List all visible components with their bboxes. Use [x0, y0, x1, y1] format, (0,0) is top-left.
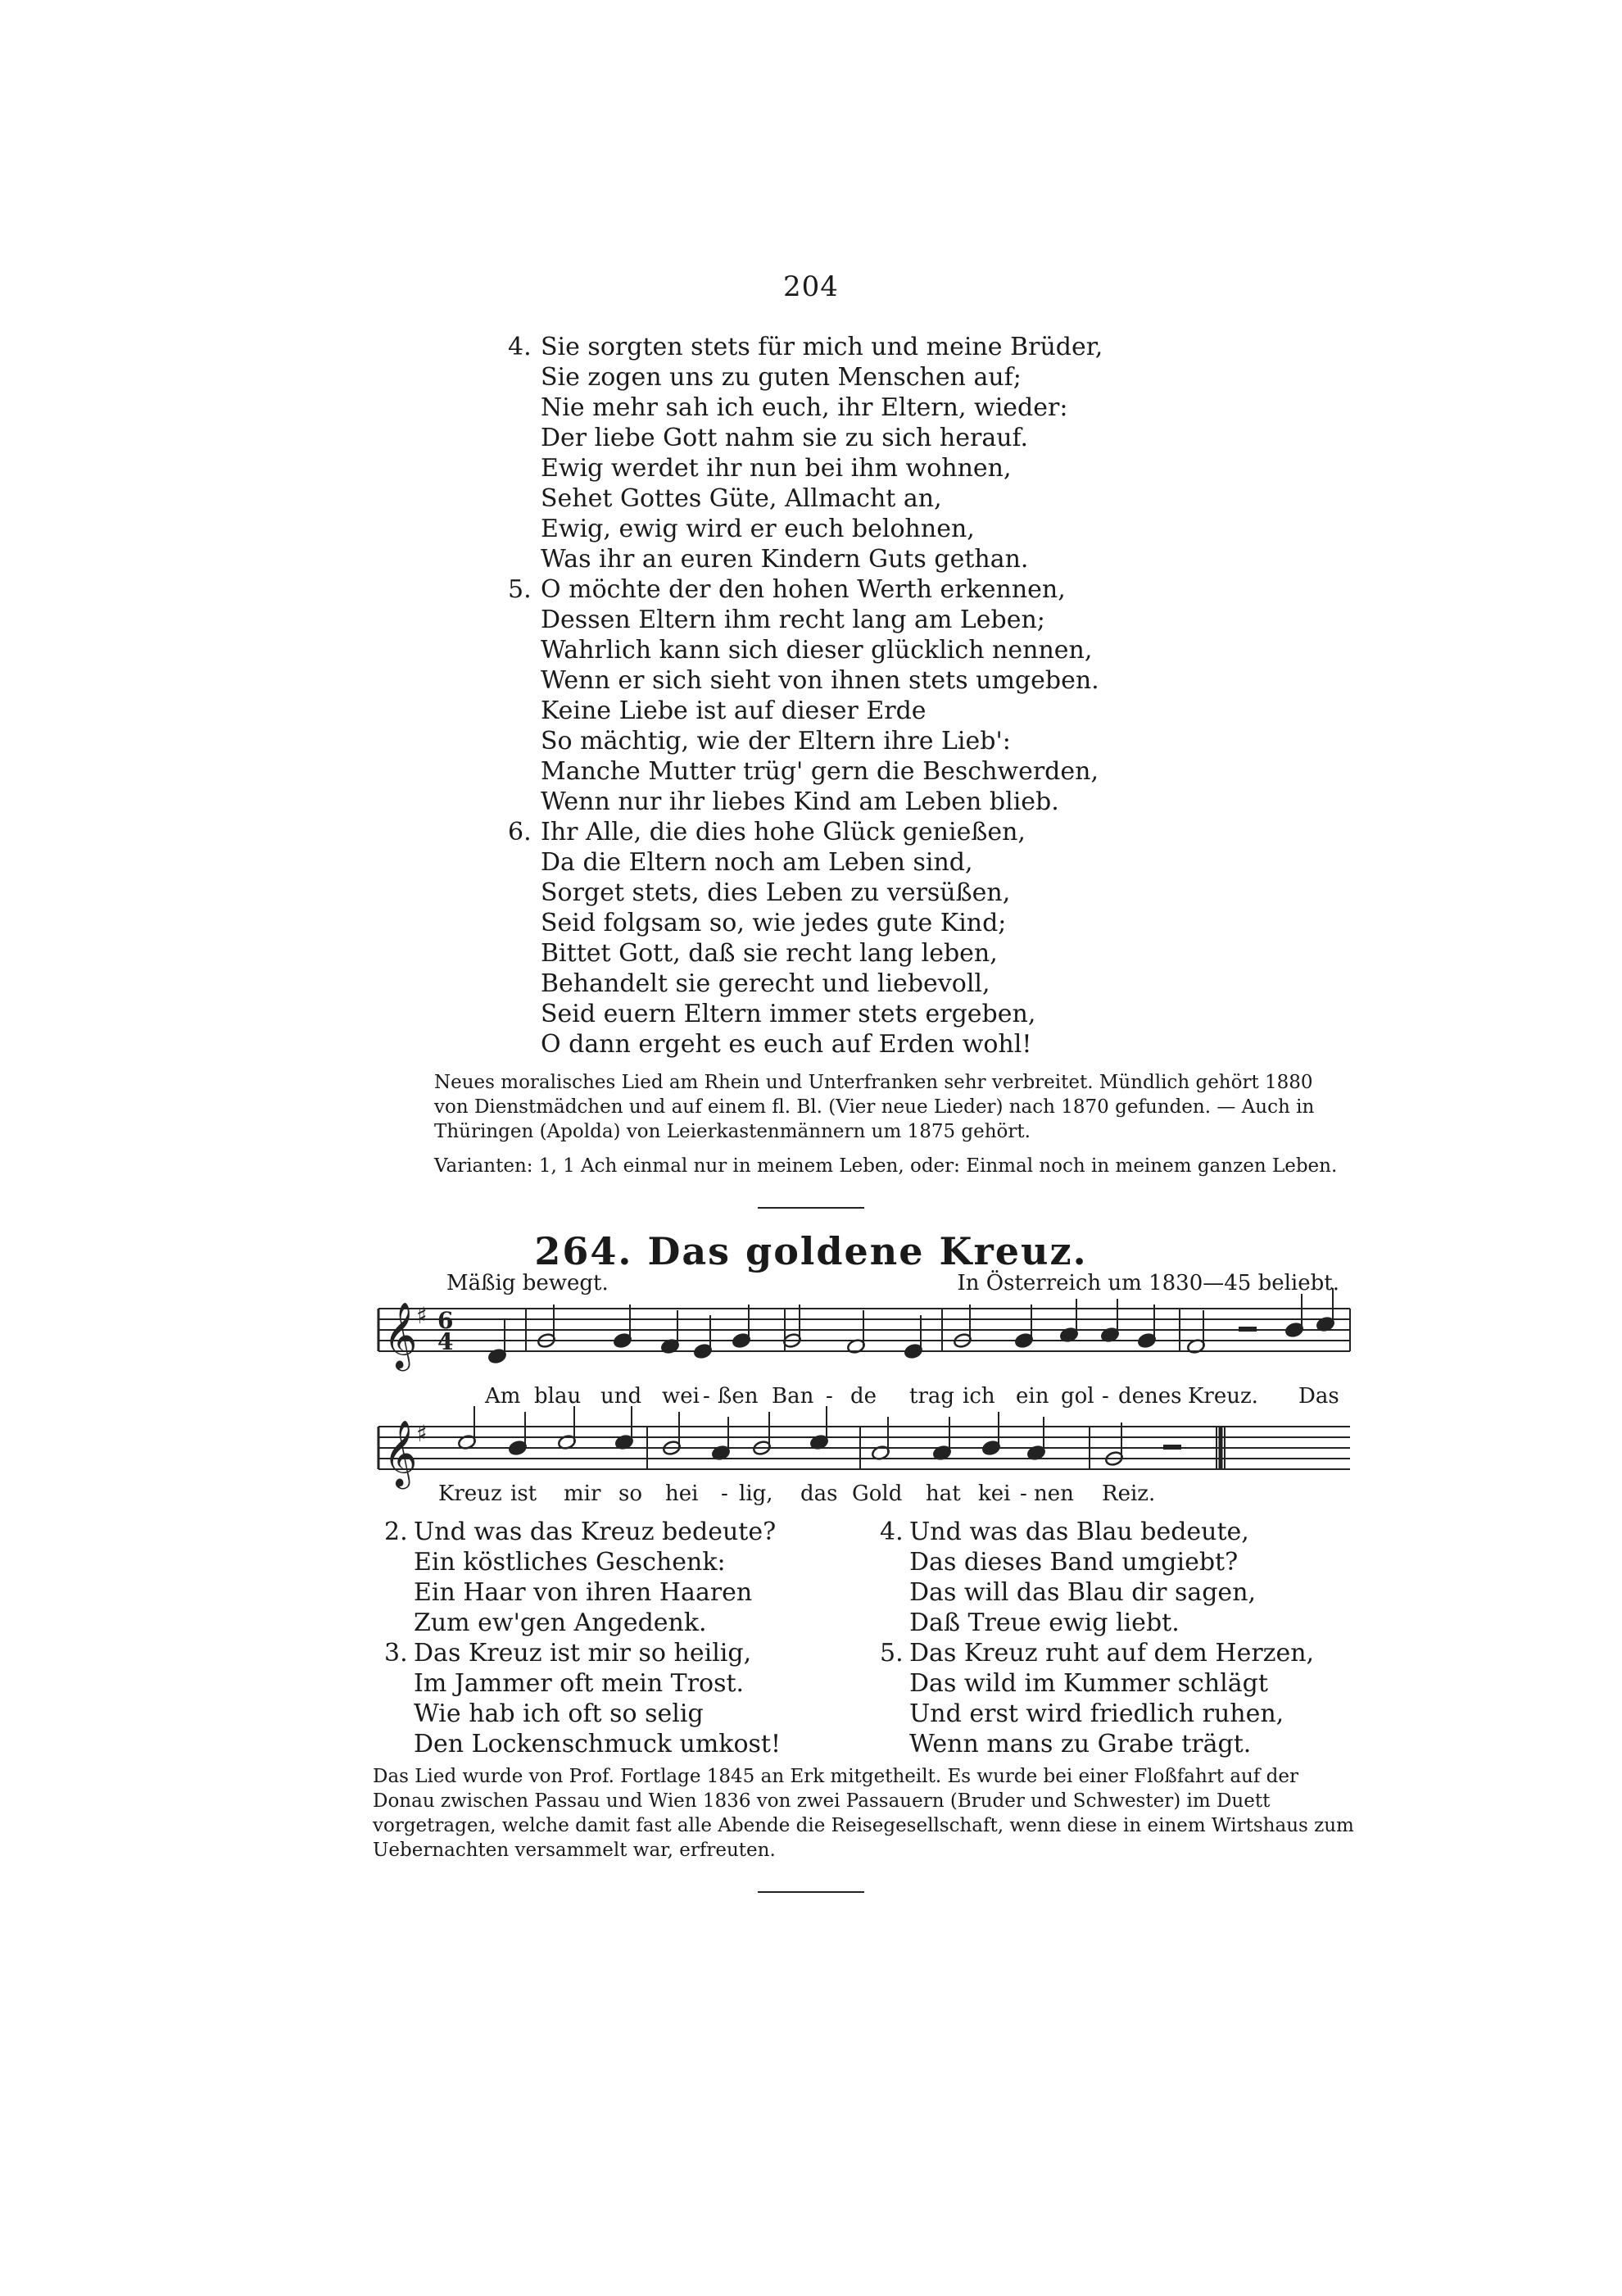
lyric-syllable: -	[721, 1482, 728, 1506]
lyric-syllable: hat	[926, 1482, 961, 1506]
verse-text: Der liebe Gott nahm sie zu sich herauf.	[541, 424, 1029, 452]
verse-text: Seid folgsam so, wie jedes gute Kind;	[541, 909, 1007, 937]
verse-text: Wenn nur ihr liebes Kind am Leben blieb.	[541, 787, 1059, 816]
verse-text: Das dieses Band umgiebt?	[909, 1548, 1239, 1577]
lyric-syllable: das	[800, 1482, 838, 1506]
lyric-syllable: Das	[1298, 1384, 1339, 1409]
verse-text: Ewig werdet ihr nun bei ihm wohnen,	[541, 454, 1012, 483]
lyric-syllable: Reiz.	[1102, 1482, 1156, 1506]
verse-text: Seid euern Eltern immer stets ergeben,	[541, 1000, 1036, 1028]
lyric-syllable: Kreuz.	[1188, 1384, 1258, 1409]
lyric-syllable: -	[826, 1384, 833, 1409]
verses-right	[880, 1517, 1368, 1759]
verse-line	[880, 1638, 1368, 1668]
verse-text: Ein köstliches Geschenk:	[414, 1548, 726, 1577]
lyric-syllable: -	[1102, 1384, 1109, 1409]
verse-text: Daß Treue ewig liebt.	[909, 1609, 1180, 1637]
lyric-syllable: ein	[1016, 1384, 1049, 1409]
note-variants: Varianten: 1, 1 Ach einmal nur in meinem Leben, oder: Einmal noch in meinem ganzen Leben.	[434, 1155, 1338, 1177]
lyric-syllable: Ban	[772, 1384, 814, 1409]
verse-number: 4.	[880, 1518, 904, 1546]
verse-line	[909, 1699, 1368, 1729]
note-transmission: Das Lied wurde von Prof. Fortlage 1845 an Erk mitgetheilt. Es wurde bei einer Floßfahrt auf der Donau zwischen Passau und Wien 1836 von zwei Passauern (Bruder und Schwester) im Duett vorgetragen, welche damit fast alle Abende die Reisegesellschaft, wenn diese in einem Wirtshaus zum Uebernachten versammelt war, erfreuten.	[373, 1766, 1354, 1861]
treble-clef: 𝄞	[383, 1419, 418, 1486]
verse-text: Das wild im Kummer schlägt	[909, 1669, 1268, 1698]
lyric-syllable: mir	[564, 1482, 601, 1506]
song-title: 264. Das goldene Kreuz.	[534, 1229, 1088, 1273]
verse-line	[909, 1577, 1368, 1608]
verses-left	[384, 1517, 872, 1759]
verse-text: Wie hab ich oft so selig	[414, 1699, 704, 1728]
verse-text: Wenn er sich sieht von ihnen stets umgeben.	[541, 666, 1099, 695]
verse-text: Wenn mans zu Grabe trägt.	[909, 1730, 1252, 1758]
sharp: ♯	[416, 1420, 428, 1447]
page-number: 204	[783, 270, 839, 303]
verse-text: Und erst wird friedlich ruhen,	[909, 1699, 1284, 1728]
verse-line	[384, 1638, 872, 1668]
verse-line	[909, 1729, 1368, 1759]
verse-line	[414, 1668, 872, 1699]
lyric-syllable: lig,	[739, 1482, 773, 1506]
verse-text: Behandelt sie gerecht und liebevoll,	[541, 969, 990, 998]
verse-text: Sie sorgten stets für mich und meine Brüder,	[541, 333, 1103, 361]
song-origin: In Österreich um 1830—45 beliebt.	[957, 1271, 1339, 1295]
verse-number: 5.	[880, 1639, 904, 1668]
lyric-syllable: nen	[1034, 1482, 1074, 1506]
verse-line	[909, 1668, 1368, 1699]
verse-line	[414, 1577, 872, 1608]
lyric-syllable: ist	[510, 1482, 537, 1506]
lyric-syllable: gol	[1061, 1384, 1094, 1409]
lyric-syllable: -	[703, 1384, 710, 1409]
verse-text: Im Jammer oft mein Trost.	[414, 1669, 745, 1698]
divider	[758, 1891, 864, 1893]
note-origin: Neues moralisches Lied am Rhein und Unterfranken sehr verbreitet. Mündlich gehört 1880 von Dienstmädchen und auf einem fl. Bl. (Vier neue Lieder) nach 1870 gefunden. — Auch in Thüringen (Apolda) von Leierkastenmännern um 1875 gehört.	[434, 1072, 1315, 1142]
verse-text: Manche Mutter trüg' gern die Beschwerden,	[541, 757, 1099, 786]
lyric-syllable: Kreuz	[438, 1482, 502, 1506]
lyric-syllable: -	[1020, 1482, 1027, 1506]
lyric-syllable: blau	[534, 1384, 582, 1409]
verse-text: Nie mehr sah ich euch, ihr Eltern, wieder:	[541, 393, 1068, 422]
verse-text: Bittet Gott, daß sie recht lang leben,	[541, 939, 998, 968]
verse-text: Wahrlich kann sich dieser glücklich nennen,	[541, 636, 1093, 665]
verse-line	[384, 1517, 872, 1547]
lyric-syllable: denes	[1118, 1384, 1182, 1409]
verse-number: 2.	[384, 1518, 408, 1546]
verse-text: Ihr Alle, die dies hohe Glück genießen,	[541, 818, 1026, 846]
lyric-syllable: de	[850, 1384, 877, 1409]
verse-text: O möchte der den hohen Werth erkennen,	[541, 575, 1066, 604]
lyric-syllable: ßen	[718, 1384, 759, 1409]
verse-text: Da die Eltern noch am Leben sind,	[541, 848, 973, 877]
verse-line	[414, 1547, 872, 1577]
time-signature-top: 6	[437, 1307, 454, 1334]
verse-text: So mächtig, wie der Eltern ihre Lieb':	[541, 727, 1011, 756]
verse-text: Sehet Gottes Güte, Allmacht an,	[541, 484, 942, 513]
verse-text: Das Kreuz ist mir so heilig,	[414, 1639, 752, 1668]
verse-number: 5.	[508, 575, 532, 604]
sharp: ♯	[416, 1302, 428, 1329]
time-signature-bottom: 4	[437, 1328, 454, 1355]
verse-text: Das Kreuz ruht auf dem Herzen,	[909, 1639, 1315, 1668]
treble-clef: 𝄞	[383, 1301, 418, 1368]
lyric-syllable: wei	[662, 1384, 700, 1409]
lyric-syllable: so	[618, 1482, 642, 1506]
verse-line	[909, 1608, 1368, 1638]
verse-line	[414, 1729, 872, 1759]
verse-text: Was ihr an euren Kindern Guts gethan.	[541, 545, 1029, 574]
rest	[1239, 1327, 1257, 1332]
verse-text: O dann ergeht es euch auf Erden wohl!	[541, 1030, 1032, 1059]
lyric-syllable: kei	[978, 1482, 1011, 1506]
lyric-syllable: Gold	[852, 1482, 903, 1506]
verse-line	[880, 1517, 1368, 1547]
verse-number: 6.	[508, 818, 532, 846]
rest	[1163, 1445, 1181, 1450]
verse-line	[414, 1699, 872, 1729]
verse-text: Sie zogen uns zu guten Menschen auf;	[541, 363, 1022, 392]
verse-text: Und was das Kreuz bedeute?	[414, 1518, 777, 1546]
verse-text: Sorget stets, dies Leben zu versüßen,	[541, 878, 1011, 907]
tempo-marking: Mäßig bewegt.	[446, 1271, 609, 1295]
lyric-syllable: Am	[485, 1384, 521, 1409]
verse-number: 4.	[508, 333, 532, 361]
verse-text: Zum ew'gen Angedenk.	[414, 1609, 707, 1637]
verse-text: Und was das Blau bedeute,	[909, 1518, 1249, 1546]
verse-text: Keine Liebe ist auf dieser Erde	[541, 697, 927, 725]
verse-number: 3.	[384, 1639, 408, 1668]
lyric-syllable: hei	[665, 1482, 699, 1506]
verse-text: Ewig, ewig wird er euch belohnen,	[541, 515, 975, 543]
lyric-syllable: trag	[909, 1384, 955, 1409]
verse-line	[414, 1608, 872, 1638]
lyric-syllable: und	[600, 1384, 642, 1409]
verse-text: Den Lockenschmuck umkost!	[414, 1730, 782, 1758]
verse-line	[909, 1547, 1368, 1577]
verse-text: Dessen Eltern ihm recht lang am Leben;	[541, 606, 1045, 634]
lyric-syllable: ich	[963, 1384, 995, 1409]
verse-text: Das will das Blau dir sagen,	[909, 1578, 1257, 1607]
verse-text: Ein Haar von ihren Haaren	[414, 1578, 753, 1607]
